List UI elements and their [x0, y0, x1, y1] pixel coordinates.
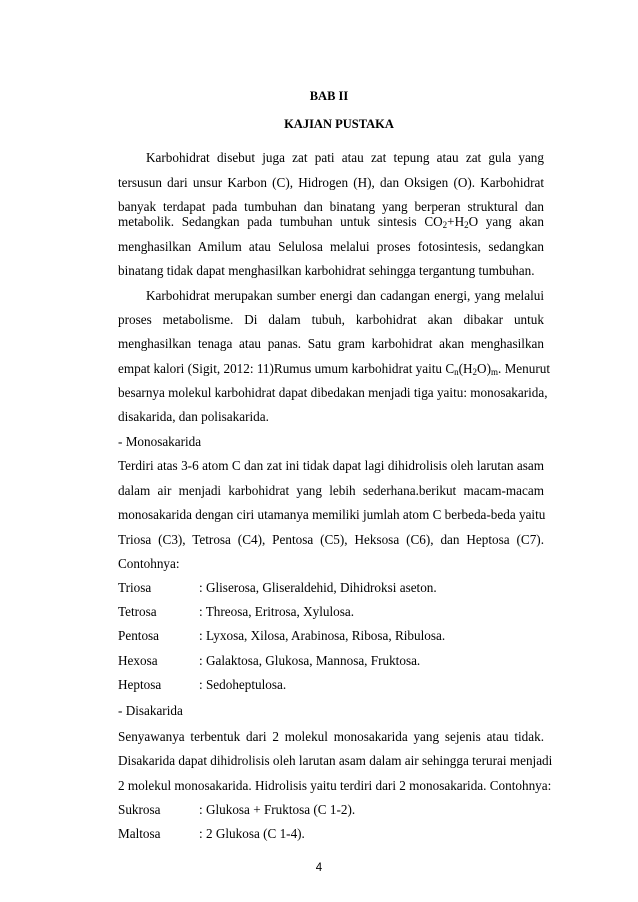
paragraph-line: Triosa (C3), Tetrosa (C4), Pentosa (C5), Heksosa (C6), dan Heptosa (C7).: [118, 532, 544, 547]
section-heading-disakarida: - Disakarida: [118, 703, 183, 718]
paragraph-line: Disakarida dapat dihidrolisis oleh larutan asam dalam air sehingga terurai menjadi: [118, 753, 553, 768]
text-span: (H: [458, 361, 473, 376]
list-item-name: Heptosa: [118, 677, 162, 692]
paragraph-line: Karbohidrat disebut juga zat pati atau zat tepung atau zat gula yang: [146, 150, 544, 165]
subscript: 2: [464, 220, 469, 230]
paragraph-line: menghasilkan tenaga atau panas. Satu gram karbohidrat akan menghasilkan: [118, 336, 544, 351]
subscript: 2: [472, 367, 478, 377]
text-span: +H: [447, 214, 465, 229]
subscript: m: [490, 367, 498, 377]
list-item-value: : Sedoheptulosa.: [199, 677, 287, 692]
list-item-value: : Glukosa + Fruktosa (C 1-2).: [199, 802, 356, 817]
subscript: n: [454, 367, 459, 377]
list-item-name: Hexosa: [118, 653, 158, 668]
paragraph-line: monosakarida dengan ciri utamanya memiliki jumlah atom C berbeda-beda yaitu: [118, 507, 546, 522]
paragraph-line-formula: [118, 214, 544, 230]
list-item-value: : Gliserosa, Gliseraldehid, Dihidroksi aseton.: [199, 580, 437, 595]
paragraph-line: binatang tidak dapat menghasilkan karbohidrat sehingga tergantung tumbuhan.: [118, 263, 535, 278]
text-span: O): [477, 361, 491, 376]
paragraph-line: Terdiri atas 3-6 atom C dan zat ini tidak dapat lagi dihidrolisis oleh larutan asam: [118, 458, 544, 473]
text-span: O yang akan: [468, 214, 544, 229]
paragraph-line: banyak terdapat pada tumbuhan dan binatang yang berperan struktural dan: [118, 199, 544, 214]
paragraph-line: Karbohidrat merupakan sumber energi dan cadangan energi, yang melalui: [146, 288, 544, 303]
list-item-value: : Lyxosa, Xilosa, Arabinosa, Ribosa, Ribulosa.: [199, 628, 446, 643]
paragraph-line: menghasilkan Amilum atau Selulosa melalui proses fotosintesis, sedangkan: [118, 239, 544, 254]
list-item-name: Pentosa: [118, 628, 160, 643]
subscript: 2: [442, 220, 448, 230]
section-heading-monosakarida: - Monosakarida: [118, 434, 202, 449]
paragraph-line-formula: [118, 361, 550, 377]
text-span: empat kalori (Sigit, 2012: 11)Rumus umum karbohidrat yaitu C: [118, 361, 455, 376]
text-span: metabolik. Sedangkan pada tumbuhan untuk sintesis CO: [118, 214, 443, 229]
paragraph-line: proses metabolisme. Di dalam tubuh, karbohidrat akan dibakar untuk: [118, 312, 544, 327]
paragraph-line: Senyawanya terbentuk dari 2 molekul monosakarida yang sejenis atau tidak.: [118, 729, 544, 744]
paragraph-line: 2 molekul monosakarida. Hidrolisis yaitu terdiri dari 2 monosakarida. Contohnya:: [118, 778, 552, 793]
chapter-title: KAJIAN PUSTAKA: [284, 117, 394, 131]
list-item-value: : Galaktosa, Glukosa, Mannosa, Fruktosa.: [199, 653, 421, 668]
examples-label: Contohnya:: [118, 556, 180, 571]
list-item-name: Triosa: [118, 580, 152, 595]
list-item-name: Sukrosa: [118, 802, 161, 817]
page-number: 4: [315, 862, 323, 874]
paragraph-line: dalam air menjadi karbohidrat yang lebih sederhana.berikut macam-macam: [118, 483, 544, 498]
paragraph-line: tersusun dari unsur Karbon (C), Hidrogen (H), dan Oksigen (O). Karbohidrat: [118, 175, 544, 190]
list-item-value: : Threosa, Eritrosa, Xylulosa.: [199, 604, 355, 619]
chapter-number: BAB II: [309, 89, 349, 103]
list-item-name: Maltosa: [118, 826, 161, 841]
paragraph-line: besarnya molekul karbohidrat dapat dibedakan menjadi tiga yaitu: monosakarida,: [118, 385, 548, 400]
list-item-value: : 2 Glukosa (C 1-4).: [199, 826, 305, 841]
paragraph-line: disakarida, dan polisakarida.: [118, 409, 269, 424]
text-span: . Menurut: [497, 361, 550, 376]
list-item-name: Tetrosa: [118, 604, 157, 619]
